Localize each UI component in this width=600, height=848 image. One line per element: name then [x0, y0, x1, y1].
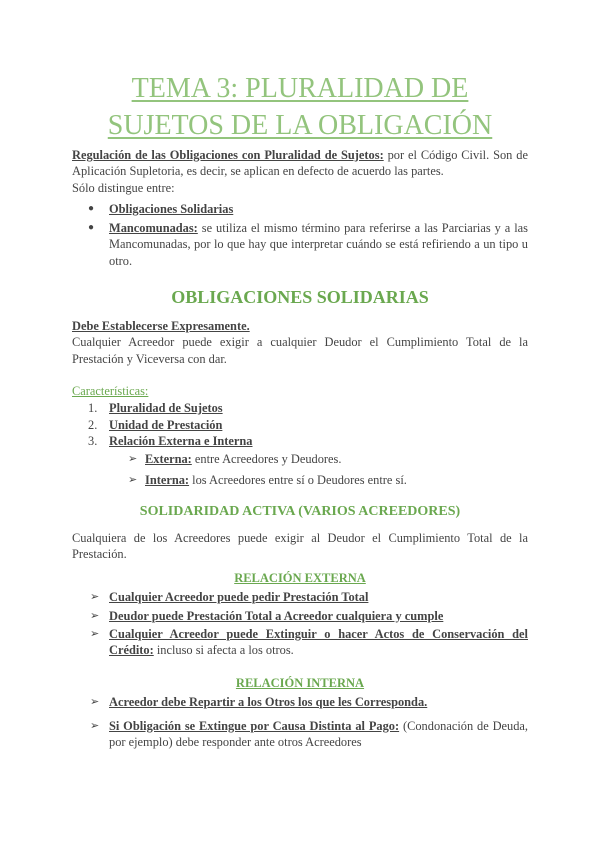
arrowhead-icon: ➢	[90, 719, 100, 732]
arrowhead-icon: ➢	[90, 627, 100, 640]
item-text: Pluralidad de Sujetos	[109, 401, 223, 416]
title-line-2: SUJETOS DE LA OBLIGACIÓN	[107, 110, 493, 141]
external-relation-heading: RELACIÓN EXTERNA	[234, 571, 366, 586]
item-label: Cualquier Acreedor puede pedir Prestación Total	[109, 590, 369, 605]
item-label: Deudor puede Prestación Total a Acreedor cualquiera y cumple	[109, 608, 444, 623]
relations-list	[72, 451, 528, 489]
list-item	[72, 626, 528, 659]
intro-bullet-list	[72, 201, 528, 269]
section1-lead: Debe Establecerse Expresamente.	[72, 319, 250, 334]
features-list	[72, 400, 528, 449]
intro-text: por el Código Civil. Son de Aplicación Supletoria, es decir, se aplican en defecto de acuerdo las partes.	[72, 148, 528, 179]
intro-paragraph	[72, 147, 528, 180]
bullet-dot-icon: ●	[88, 222, 95, 234]
internal-relation-list	[72, 694, 528, 751]
item-text: incluso si afecta a los otros.	[153, 643, 294, 658]
arrowhead-icon: ➢	[90, 591, 100, 604]
item-label: Cualquier Acreedor puede Extinguir o hacer Actos de Conservación del Crédito:	[109, 626, 528, 658]
title-line-1: TEMA 3: PLURALIDAD DE	[131, 73, 469, 104]
list-item	[72, 433, 528, 449]
item-number: 1.	[88, 401, 98, 416]
list-item	[72, 400, 528, 416]
list-item	[72, 472, 528, 488]
arrowhead-icon: ➢	[90, 695, 100, 708]
bullet-label: Obligaciones Solidarias	[109, 201, 234, 216]
section-heading-solidaridad-activa: SOLIDARIDAD ACTIVA (VARIOS ACREEDORES)	[139, 503, 461, 519]
relation-label: Externa:	[145, 452, 192, 467]
list-item	[72, 589, 528, 605]
bullet-label: Mancomunadas:	[109, 221, 198, 236]
arrowhead-icon: ➢	[90, 609, 100, 622]
external-relation-list	[72, 589, 528, 658]
internal-relation-heading: RELACIÓN INTERNA	[235, 675, 365, 690]
item-label: Acreedor debe Repartir a los Otros los que les Corresponda.	[109, 694, 428, 709]
relation-text: los Acreedores entre sí o Deudores entre sí.	[189, 473, 407, 488]
intro-heading: Regulación de las Obligaciones con Pluralidad de Sujetos:	[72, 148, 384, 162]
item-number: 2.	[88, 417, 98, 432]
item-text: (Condonación de Deuda, por ejemplo) debe responder ante otros Acreedores	[109, 718, 529, 750]
relation-text: entre Acreedores y Deudores.	[191, 452, 342, 467]
list-item	[72, 201, 528, 217]
item-label: Si Obligación se Extingue por Causa Distinta al Pago:	[109, 718, 400, 733]
list-item	[72, 451, 528, 467]
section-heading-obligaciones-solidarias: OBLIGACIONES SOLIDARIAS	[171, 287, 429, 308]
intro-line-2: Sólo distingue entre:	[72, 180, 175, 195]
list-item	[72, 220, 528, 269]
item-number: 3.	[88, 433, 98, 448]
section2-text: Cualquiera de los Acreedores puede exigir al Deudor el Cumplimiento Total de la Prestación.	[72, 530, 528, 562]
list-item	[72, 718, 528, 751]
list-item	[72, 417, 528, 433]
item-text: Unidad de Prestación	[109, 417, 223, 432]
page-title	[72, 70, 528, 144]
document-page	[72, 70, 528, 750]
bullet-text: se utiliza el mismo término para referirse a las Parciarias y a las Mancomunadas, por lo que hay que interpretar cuándo se está refiriendo a un tipo u otro.	[109, 221, 528, 268]
arrowhead-icon: ➢	[128, 474, 138, 487]
list-item	[72, 694, 528, 710]
section1-text: Cualquier Acreedor puede exigir a cualquier Deudor el Cumplimiento Total de la Prestación y Viceversa con dar.	[72, 335, 528, 366]
bullet-dot-icon: ●	[88, 202, 95, 214]
item-text: Relación Externa e Interna	[109, 433, 253, 448]
relation-label: Interna:	[145, 473, 190, 488]
features-label: Características:	[72, 383, 149, 398]
list-item	[72, 608, 528, 624]
arrowhead-icon: ➢	[128, 453, 138, 466]
